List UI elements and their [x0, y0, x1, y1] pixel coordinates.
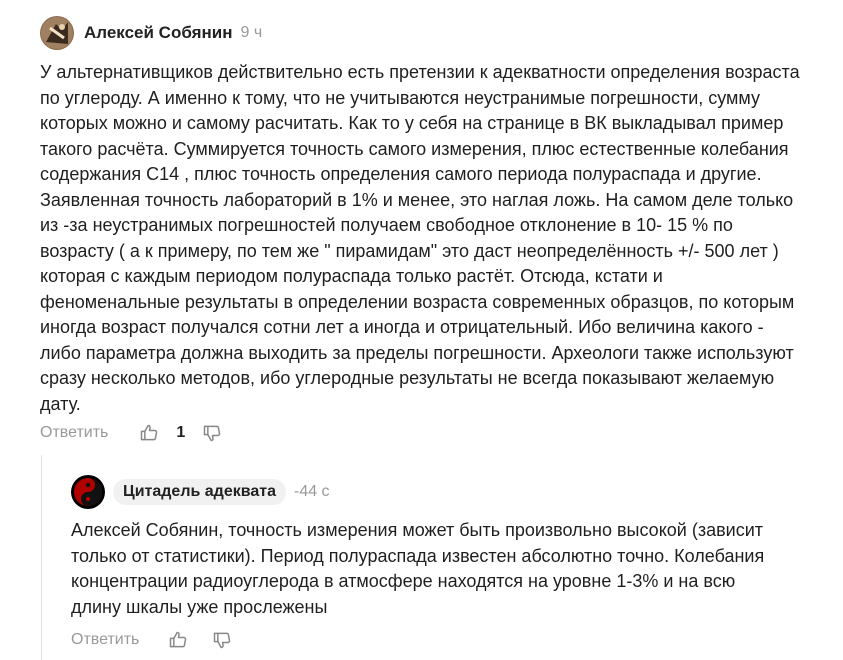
- author-name[interactable]: Алексей Собянин: [84, 23, 233, 42]
- thumb-down-icon[interactable]: [199, 420, 225, 446]
- comment-text: Алексей Собянин, точность измерения может быть произвольно высокой (зависит только от статистики). Период полураспада известен абсолютно точно. Колебания концентрации радиоуглерода в атмосфере находятся на уровне 1-3% и на всю длину шкалы уже прослежены: [71, 520, 765, 617]
- comment-header: [71, 475, 330, 509]
- avatar[interactable]: [40, 16, 74, 50]
- thumb-up-icon[interactable]: [136, 420, 162, 446]
- reply-button[interactable]: Ответить: [71, 631, 140, 648]
- comment-actions: [71, 627, 235, 653]
- author-name[interactable]: Цитадель адеквата: [113, 479, 286, 505]
- comment-time: 9 ч: [240, 24, 263, 41]
- comment-actions: [40, 420, 225, 446]
- like-count: 1: [176, 424, 186, 441]
- reply-button[interactable]: Ответить: [40, 424, 109, 441]
- thumb-down-icon[interactable]: [209, 627, 235, 653]
- avatar[interactable]: [71, 475, 105, 509]
- thread-line: [41, 455, 42, 660]
- thumb-up-icon[interactable]: [165, 627, 191, 653]
- comment-text: У альтернативщиков действительно есть претензии к адекватности определения возраста по углероду. А именно к тому, что не учитываются неустранимые погрешности, сумму которых можно и самому расчитать. Как то у себя на странице в ВК выкладывал пример такого расчёта. Суммируется точность самого измерения, плюс естественные колебания содержания С14 , плюс точность определения самого периода полураспада и другие. Заявленная точность лабораторий в 1% и менее, это наглая ложь. На самом деле только из -за неустранимых погрешностей получаем свободное отклонение в 10- 15 % по возрасту ( а к примеру, по тем же " пирамидам" это даст неопределённость +/- 500 лет ) которая с каждым периодом полураспада только растёт. Отсюда, кстати и феноменальные результаты в определении возраста современных образцов, по которым иногда возраст получался сотни лет а иногда и отрицательный. Ибо величина какого - либо параметра должна выходить за пределы погрешности. Археологи также используют сразу несколько методов, ибо углеродные результаты не всегда показывают желаемую дату.: [40, 62, 800, 414]
- comment-header: [40, 16, 262, 50]
- comment-time: -44 с: [293, 483, 330, 500]
